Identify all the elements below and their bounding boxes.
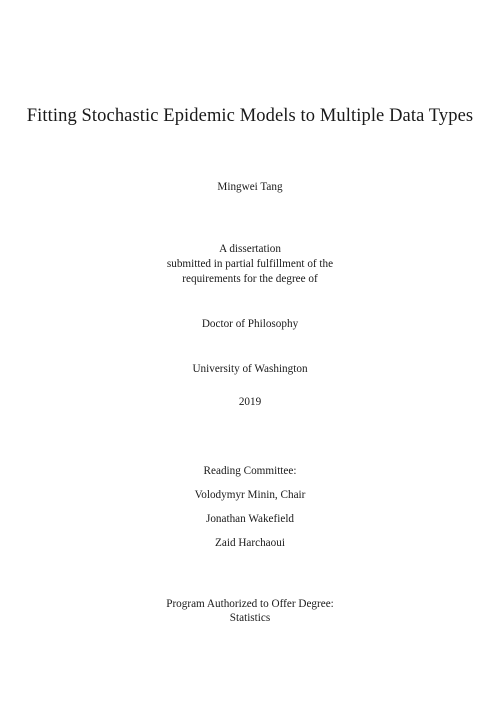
dissertation-statement-line-1: A dissertation — [219, 243, 281, 255]
committee-heading: Reading Committee: — [203, 465, 297, 477]
committee-member: Zaid Harchaoui — [215, 537, 285, 549]
author-name: Mingwei Tang — [217, 181, 283, 193]
committee-member: Volodymyr Minin, Chair — [194, 489, 306, 501]
program-heading: Program Authorized to Offer Degree: — [166, 598, 334, 610]
university-name: University of Washington — [192, 363, 308, 375]
year: 2019 — [238, 396, 262, 408]
committee-member: Jonathan Wakefield — [205, 513, 295, 525]
dissertation-statement-line-3: requirements for the degree of — [182, 273, 318, 285]
dissertation-statement-line-2: submitted in partial fulfillment of the — [166, 258, 334, 270]
degree-name: Doctor of Philosophy — [201, 318, 299, 330]
dissertation-title: Fitting Stochastic Epidemic Models to Multiple Data Types — [26, 106, 474, 126]
program-name: Statistics — [229, 612, 271, 624]
